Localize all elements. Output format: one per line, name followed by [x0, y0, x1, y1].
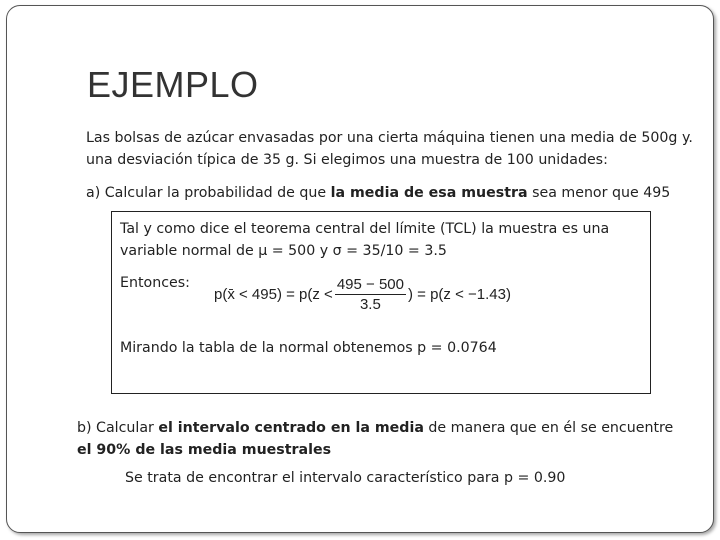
intro-line-1: Las bolsas de azúcar envasadas por una cierta máquina tienen una media de 500g y. — [86, 130, 693, 146]
solution-box — [111, 211, 651, 394]
part-b-mid: de manera que en él se encuentre — [423, 420, 674, 436]
slide-frame — [6, 5, 714, 533]
part-a-post: sea menor que 495 — [527, 185, 671, 201]
part-b-line-3: Se trata de encontrar el intervalo característico para p = 0.90 — [125, 470, 566, 486]
formula-left: p(x̄ < 495) = p(z < — [214, 286, 333, 303]
box-line-3: Entonces: — [120, 275, 190, 291]
part-b-line-1 — [77, 417, 673, 439]
part-a-question — [86, 182, 670, 204]
part-a-bold: la media de esa muestra — [330, 185, 528, 201]
part-b-bold-2: el 90% de las media muestrales — [77, 442, 332, 458]
slide-title: EJEMPLO — [87, 64, 259, 105]
formula-numerator: 495 − 500 — [336, 276, 404, 293]
part-b-bold-1: el intervalo centrado en la media — [158, 420, 424, 436]
formula-right: ) = p(z < −1.43) — [407, 286, 511, 303]
box-line-4: Mirando la tabla de la normal obtenemos p = 0.0764 — [120, 340, 497, 356]
box-line-2: variable normal de μ = 500 y σ = 35/10 = 3.5 — [120, 243, 447, 259]
formula-fraction — [335, 276, 406, 313]
part-b-line-2 — [77, 439, 331, 461]
part-b-pre: b) Calcular — [77, 420, 159, 436]
intro-line-2: una desviación típica de 35 g. Si elegimos una muestra de 100 unidades: — [86, 152, 608, 168]
box-line-1: Tal y como dice el teorema central del límite (TCL) la muestra es una — [120, 221, 610, 237]
part-a-pre: a) Calcular la probabilidad de que — [86, 185, 331, 201]
formula-denominator: 3.5 — [359, 296, 381, 313]
probability-formula — [214, 276, 511, 313]
